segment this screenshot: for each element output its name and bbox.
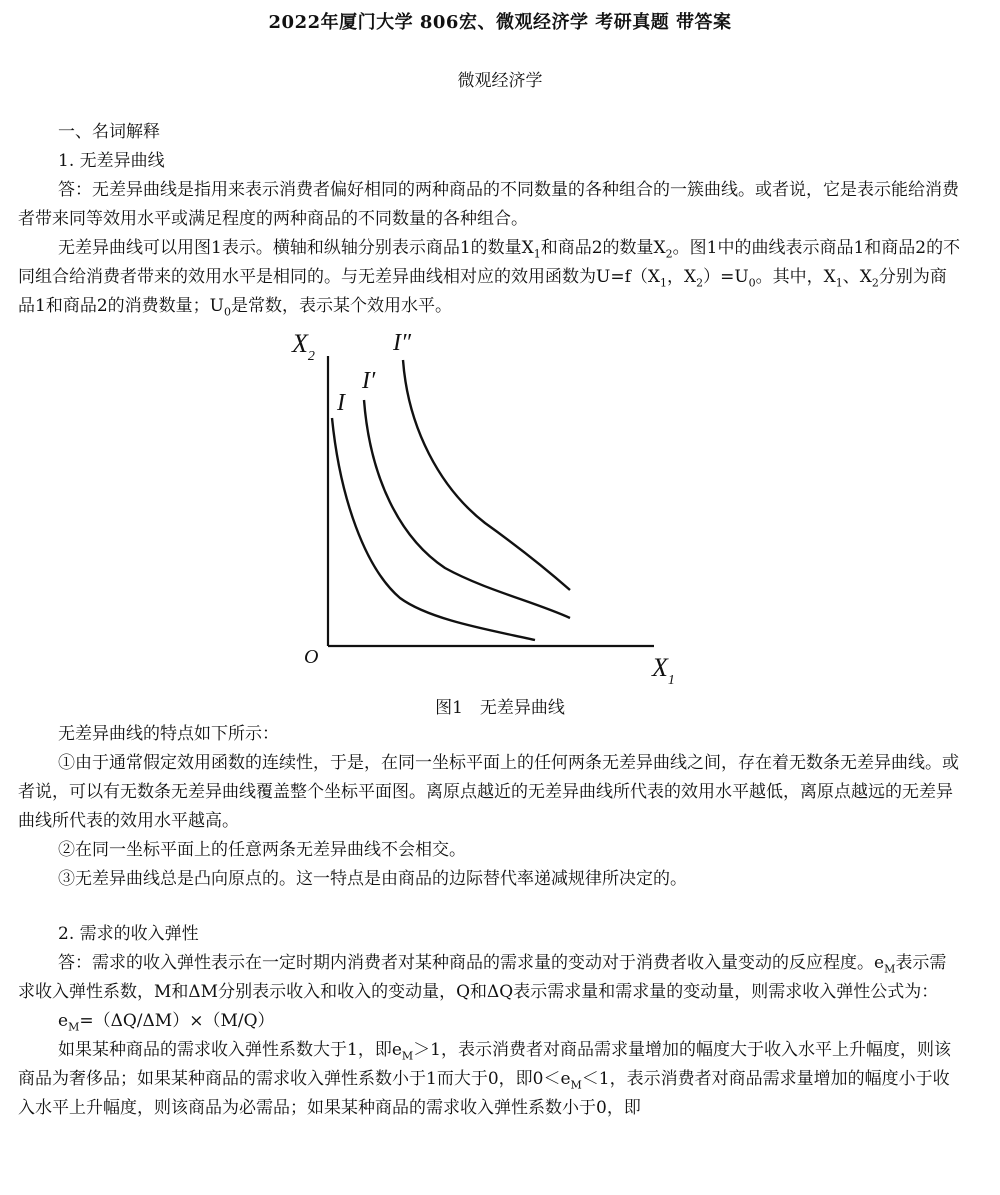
y-axis-label: $X_2$: [292, 329, 315, 364]
curve-label-i-prime: I′: [362, 368, 376, 394]
feature-item-3: ③无差异曲线总是凸向原点的。这一特点是由商品的边际替代率递减规律所决定的。: [58, 869, 687, 889]
features-text: [18, 720, 962, 894]
curve-label-i: I: [337, 390, 345, 416]
indifference-curve-i: [332, 418, 535, 640]
income-elasticity-formula: $e_M=(\Delta Q/\Delta M)\times(M/Q)$: [58, 1011, 275, 1034]
section-heading: 一、名词解释: [58, 122, 160, 142]
curve-label-i-double-prime: I″: [393, 330, 411, 356]
indifference-curve-i-prime: [364, 400, 570, 618]
document-title: 2022年厦门大学 806宏、微观经济学 考研真题 带答案: [268, 12, 732, 33]
question-1-title: 1. 无差异曲线: [58, 151, 165, 171]
question-2-explanation: 如果某种商品的需求收入弹性系数大于1，即$e_M>1$，表示消费者对商品需求量增加的幅度大于收入水平上升幅度，则该商品为奢侈品；如果某种商品的需求收入弹性系数小于1而大于0，即$0<e_M<1$，表示消费者对商品需求量增加的幅度小于收入水平上升幅度，则该商品为必需品；如果某种商品的需求收入弹性系数小于0，即: [18, 1040, 951, 1118]
features-intro: 无差异曲线的特点如下所示：: [58, 724, 279, 744]
section1-text: [18, 118, 962, 321]
document-subtitle: 微观经济学: [457, 71, 543, 91]
figure-caption: 图1 无差异曲线: [435, 698, 565, 718]
x-axis-label: $X_1$: [652, 653, 675, 688]
question-1-figure-desc: 无差异曲线可以用图1表示。横轴和纵轴分别表示商品1的数量$X_1$和商品2的数量$X_2$。图1中的曲线表示商品1和商品2的不同组合给消费者带来的效用水平是相同的。与无差异曲线相对应的效用函数为$U=f(X_1$，$X_2)=U_0$。其中，$X_1$、$X_2$分别为商品1和商品2的消费数量；$U_0$是常数，表示某个效用水平。: [18, 238, 961, 319]
question-2-title: 2. 需求的收入弹性: [58, 924, 199, 944]
question-2-answer: 答：需求的收入弹性表示在一定时期内消费者对某种商品的需求量的变动对于消费者收入量变动的反应程度。$e_M$表示需求收入弹性系数，M和ΔM分别表示收入和收入的变动量，Q和ΔQ表示需求量和需求量的变动量，则需求收入弹性公式为：: [18, 953, 947, 1002]
feature-item-2: ②在同一坐标平面上的任意两条无差异曲线不会相交。: [58, 840, 466, 860]
feature-item-1: ①由于通常假定效用函数的连续性，于是，在同一坐标平面上的任何两条无差异曲线之间，存在着无数条无差异曲线。或者说，可以有无数条无差异曲线覆盖整个坐标平面图。离原点越近的无差异曲线所代表的效用水平越低，离原点越远的无差异曲线所代表的效用水平越高。: [18, 753, 959, 831]
section2-text: [18, 920, 962, 1123]
question-1-answer: 答：无差异曲线是指用来表示消费者偏好相同的两种商品的不同数量的各种组合的一簇曲线。或者说，它是表示能给消费者带来同等效用水平或满足程度的两种商品的不同数量的各种组合。: [18, 180, 959, 229]
indifference-curve-figure: [290, 328, 690, 688]
origin-label: O: [304, 646, 319, 668]
